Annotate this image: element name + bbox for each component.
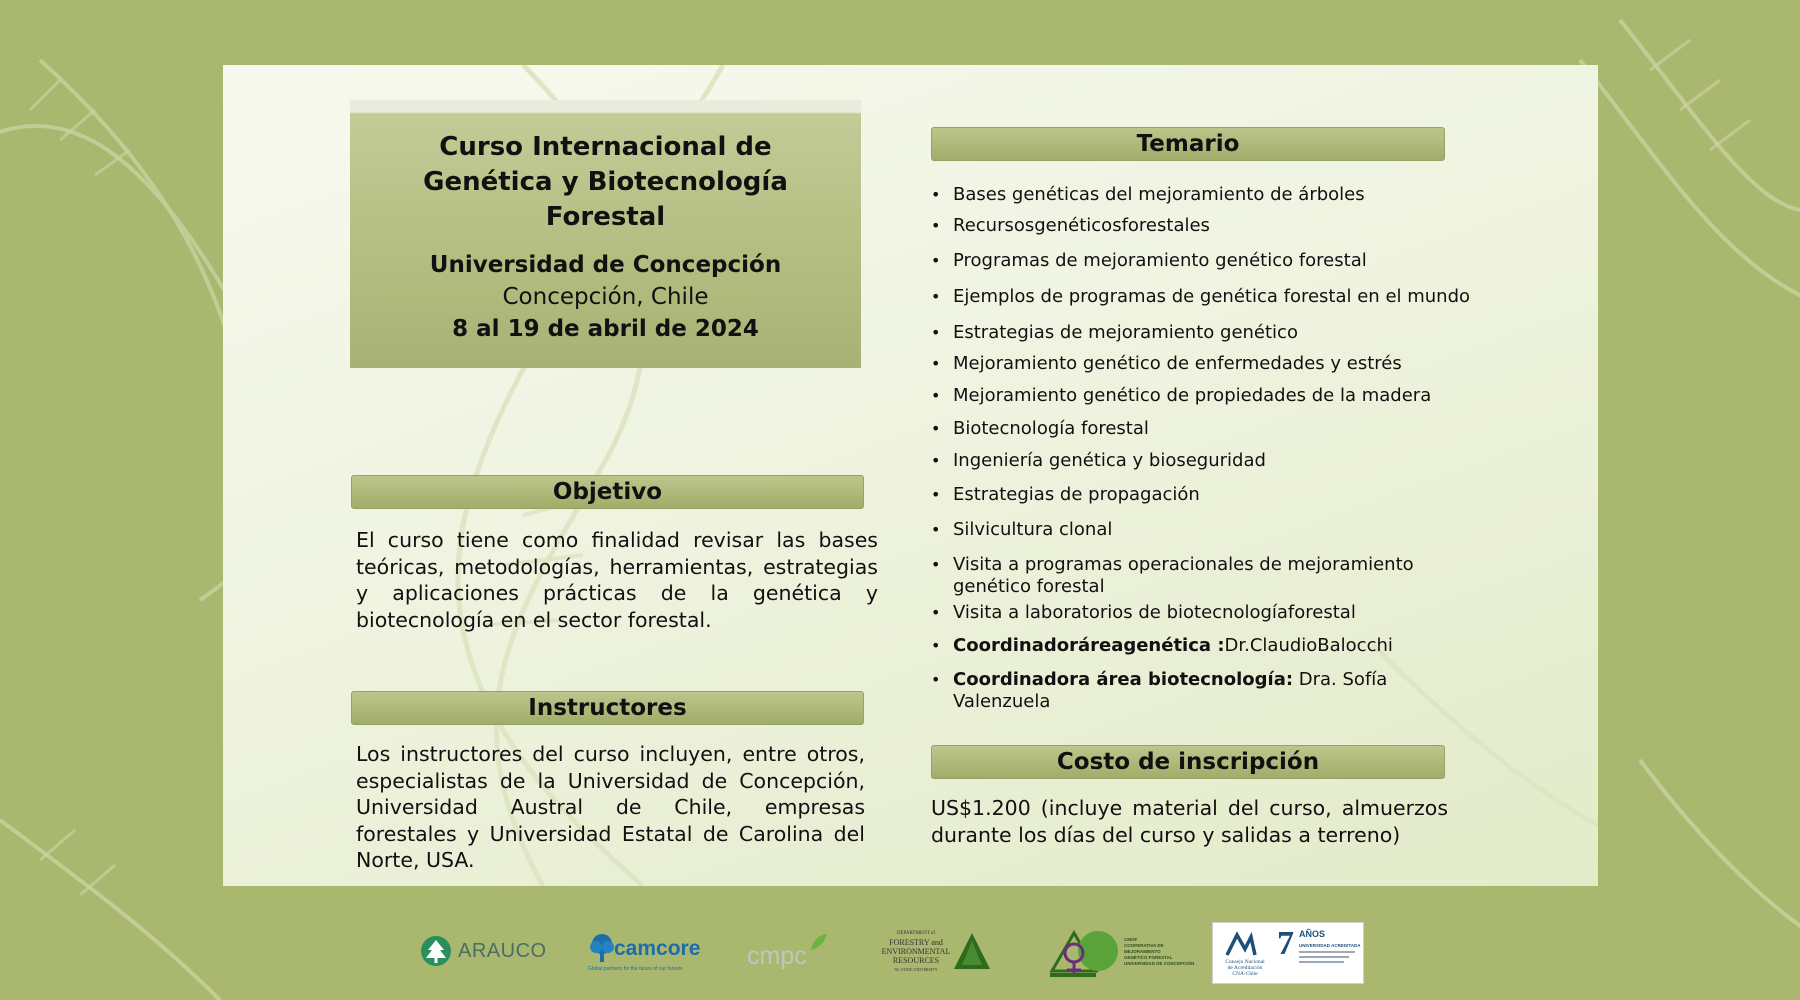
instructores-heading: Instructores [351,691,864,725]
camcore-tree-icon [588,933,616,963]
coordinator-genetics: • Coordinadoráreagenética :Dr.ClaudioBalocchi [931,635,1393,656]
bullet-icon: • [931,555,941,574]
bullet-icon: • [931,636,941,655]
list-item: • Bases genéticas del mejoramiento de árboles [931,184,1365,205]
bullet-icon: • [931,354,941,373]
bullet-icon: • [931,251,941,270]
bullet-icon: • [931,520,941,539]
bullet-icon: • [931,419,941,438]
list-item: • Estrategias de propagación [931,484,1200,505]
course-location: Concepción, Chile [502,284,709,310]
bullet-icon: • [931,485,941,504]
coordinator-biotech: • Coordinadora área biotecnología: Dra. Sofía Valenzuela [931,669,1388,712]
list-item: • Programas de mejoramiento genético forestal [931,250,1367,271]
instructores-text: Los instructores del curso incluyen, entre otros, especialistas de la Universidad de Concepción, Universidad Austral de Chile, empresas forestales y Universidad Estatal de Carolina del Norte, USA. [356,742,865,872]
list-item: • Estrategias de mejoramiento genético [931,322,1298,343]
list-item: • Ejemplos de programas de genética forestal en el mundo [931,286,1471,307]
list-item: • Visita a programas operacionales de mejoramiento genético forestal [931,554,1414,597]
content-panel [223,65,1598,886]
objetivo-heading: Objetivo [351,475,864,509]
university-name: Universidad de Concepción [429,252,782,278]
list-item: • Mejoramiento genético de propiedades de la madera [931,385,1432,406]
list-item: • Silvicultura clonal [931,519,1113,540]
arauco-logo: ARAUCO [420,935,550,967]
bullet-icon: • [931,451,941,470]
camcore-logo: camcore Global partners for the future of our forests [588,933,698,977]
cmpc-leaf-icon [809,932,829,952]
cmpc-logo: cmpc [747,930,832,970]
bullet-icon: • [931,603,941,622]
list-item: • Biotecnología forestal [931,418,1149,439]
costo-text: US$1.200 (incluye material del curso, almuerzos durante los días del curso y salidas a terreno) [931,796,1448,847]
ncsu-forestry-logo: DEPARTMENT of FORESTRY and ENVIRONMENTAL RESOURCES NC STATE UNIVERSITY [876,929,991,977]
ncsu-tree-icon [952,931,992,973]
cna-fine-print-decoration [1299,951,1355,969]
course-title: Curso Internacional de Genética y Biotecnología Forestal [423,132,788,232]
bullet-icon: • [931,323,941,342]
list-item: • Recursosgenéticosforestales [931,215,1210,236]
bullet-icon: • [931,216,941,235]
temario-heading: Temario [931,127,1445,161]
arauco-tree-icon [420,935,452,967]
course-dates: 8 al 19 de abril de 2024 [452,316,759,342]
list-item: • Visita a laboratorios de biotecnologíaforestal [931,602,1356,623]
bullet-icon: • [931,287,941,306]
list-item: • Ingeniería genética y bioseguridad [931,450,1266,471]
bullet-icon: • [931,386,941,405]
costo-heading: Costo de inscripción [931,745,1445,779]
cmgf-logo: CMGF COOPERATIVA DE MEJORAMIENTO GENÉTICO FORESTAL UNIVERSIDAD DE CONCEPCIÓN [1048,927,1178,983]
list-item: • Mejoramiento genético de enfermedades y estrés [931,353,1402,374]
bullet-icon: • [931,185,941,204]
objetivo-text: El curso tiene como finalidad revisar las bases teóricas, metodologías, herramientas, estrategias y aplicaciones prácticas de la genética y biotecnología en el sector forestal. [356,528,878,632]
course-title-box [350,100,861,368]
cna-accreditation-logo: Consejo Nacional de Acreditación CNA-Chile 7 AÑOS UNIVERSIDAD ACREDITADA [1212,922,1364,984]
cna-emblem-icon [1225,931,1257,957]
sponsor-logos [0,905,1800,1000]
cmgf-emblem-icon [1048,927,1120,983]
bullet-icon: • [931,670,941,689]
